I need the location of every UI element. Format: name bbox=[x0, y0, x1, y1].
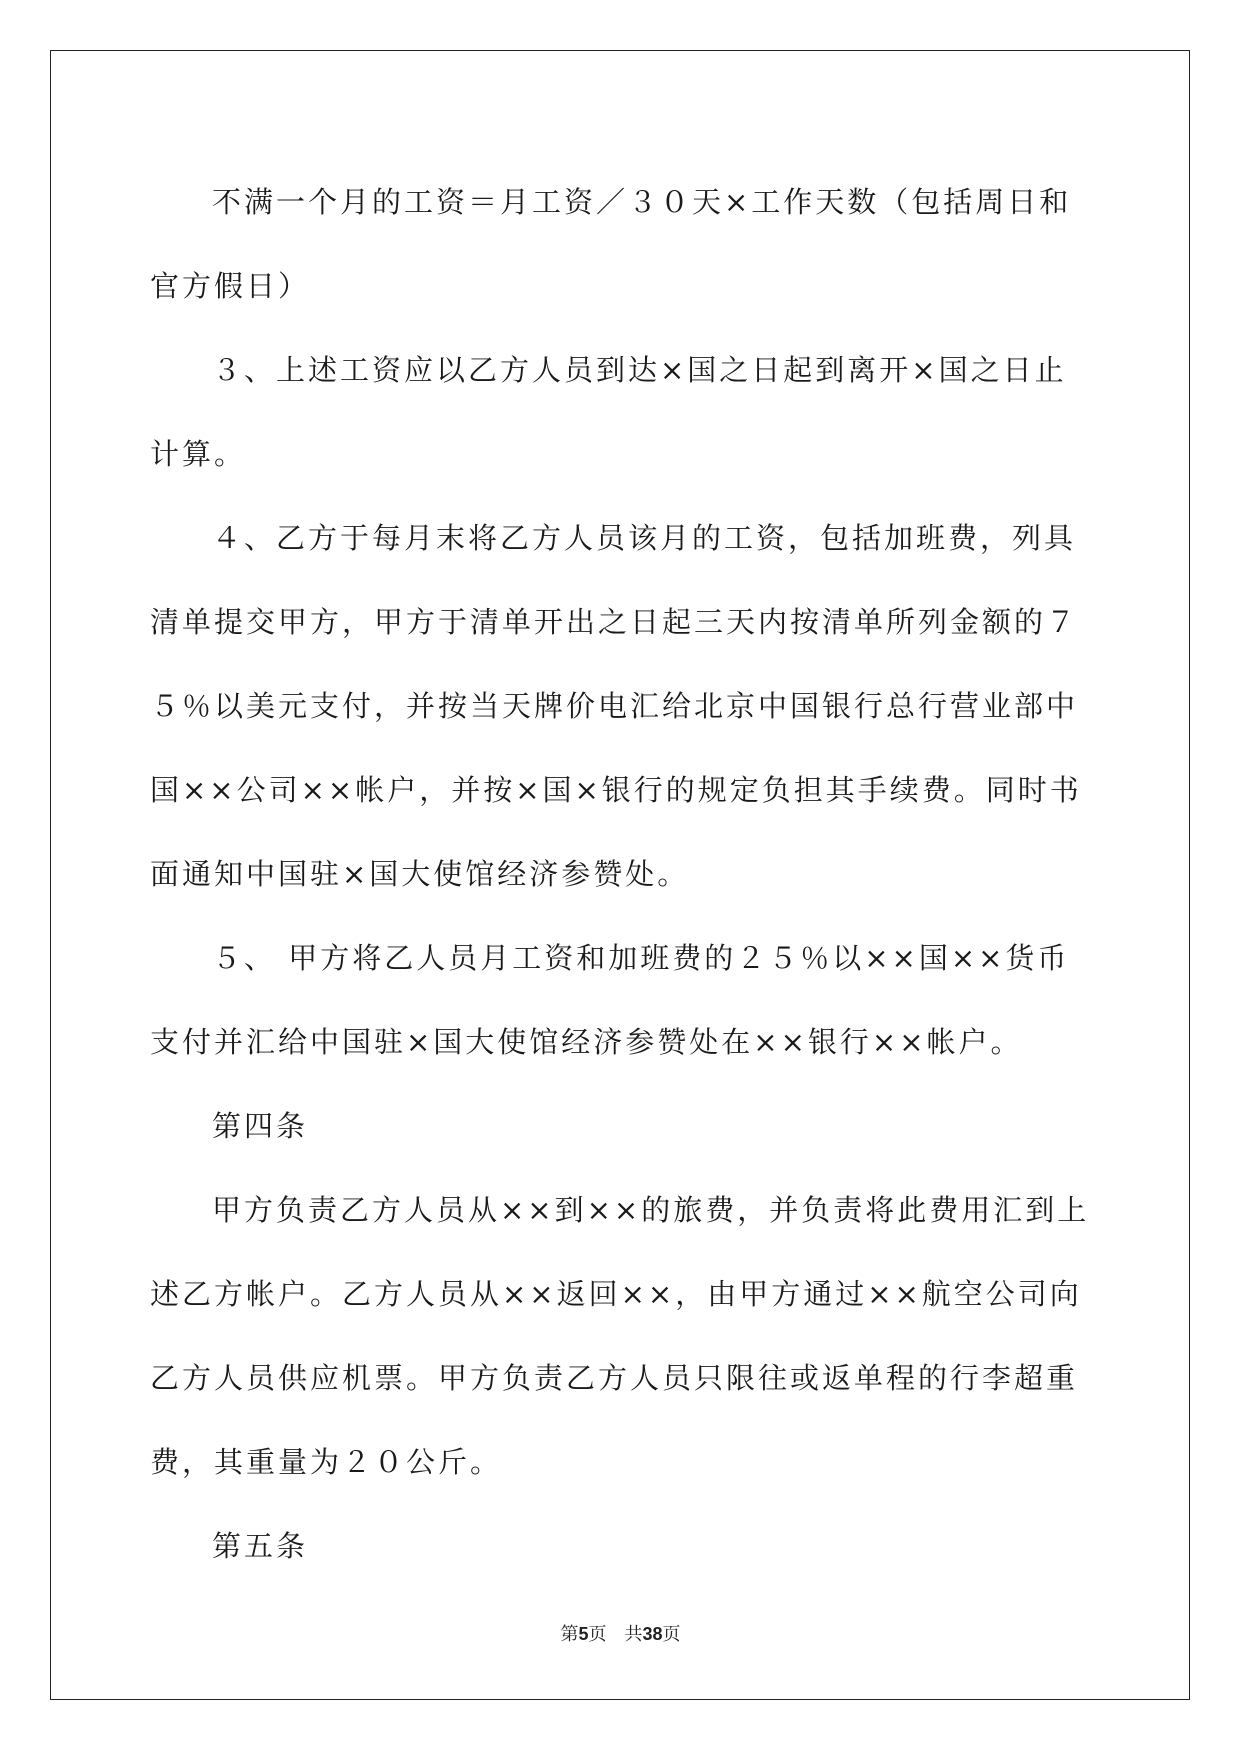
footer-prefix: 第 bbox=[560, 1624, 579, 1645]
page-footer bbox=[0, 1620, 1241, 1646]
paragraph: 甲方负责乙方人员从××到××的旅费，并负责将此费用汇到上述乙方帐户。乙方人员从××返回××，由甲方通过××航空公司向乙方人员供应机票。甲方负责乙方人员只限往或返单程的行李超重费，其重量为２０公斤。 bbox=[150, 1193, 1090, 1479]
section-heading: 第四条 bbox=[212, 1109, 309, 1143]
current-page-number: 5 bbox=[578, 1624, 589, 1644]
footer-total-prefix: 共 bbox=[624, 1624, 643, 1645]
paragraph: ３、上述工资应以乙方人员到达×国之日起到离开×国之日止计算。 bbox=[150, 353, 1067, 471]
document-body bbox=[150, 160, 1095, 1588]
total-pages-number: 38 bbox=[642, 1624, 663, 1644]
paragraph: 不满一个月的工资＝月工资／３０天×工作天数（包括周日和官方假日） bbox=[150, 185, 1072, 303]
section-heading: 第五条 bbox=[212, 1529, 309, 1563]
footer-page-label: 页 bbox=[588, 1624, 607, 1645]
paragraph: ４、乙方于每月末将乙方人员该月的工资，包括加班费，列具清单提交甲方，甲方于清单开出之日起三天内按清单所列金额的７５％以美元支付，并按当天牌价电汇给北京中国银行总行营业部中国××公司××帐户，并按×国×银行的规定负担其手续费。同时书面通知中国驻×国大使馆经济参赞处。 bbox=[150, 521, 1082, 891]
footer-total-label: 页 bbox=[662, 1624, 681, 1645]
paragraph: ５、 甲方将乙人员月工资和加班费的２５％以××国××货币支付并汇给中国驻×国大使馆经济参赞处在××银行××帐户。 bbox=[150, 941, 1070, 1059]
